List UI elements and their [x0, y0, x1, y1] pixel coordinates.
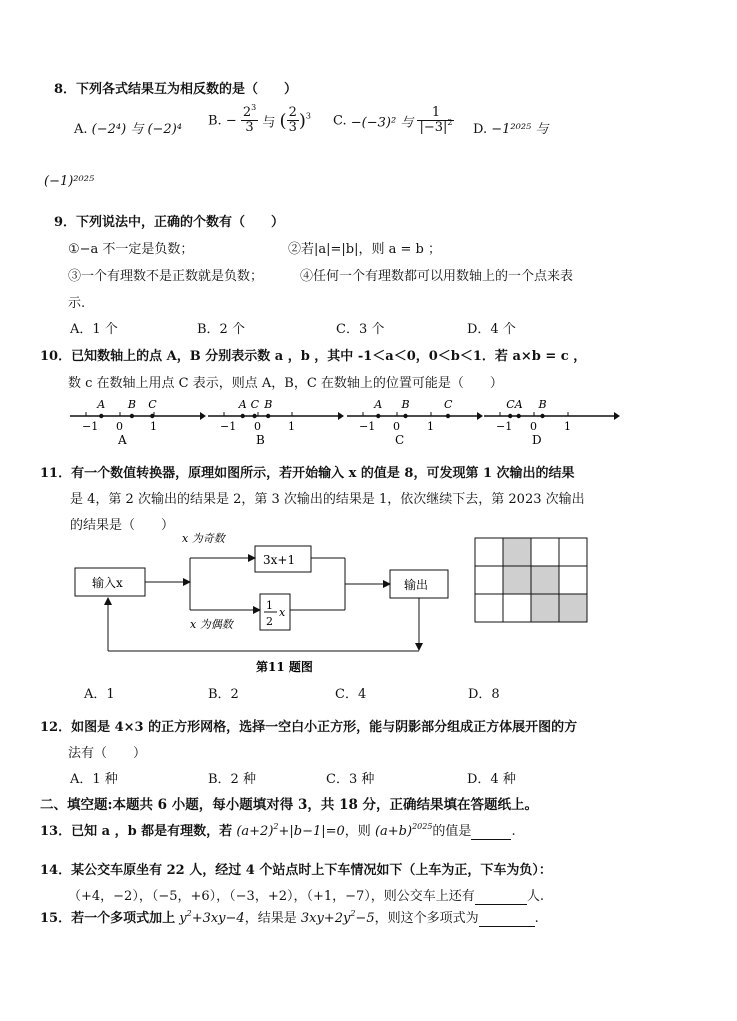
flow-even-den: 2	[266, 615, 273, 628]
q9-statement-3: ③一个有理数不是正数就是负数；	[68, 269, 264, 284]
grid-cell	[531, 538, 559, 566]
q8-c-label: C.	[333, 113, 347, 129]
flow-odd-label: x 为奇数	[182, 532, 225, 545]
q8-stem: 8．下列各式结果互为相反数的是（ ）	[54, 82, 298, 97]
q12-line2: 法有（ ）	[68, 746, 147, 761]
q11-line1: 11．有一个数值转换器，原理如图所示，若开始输入 x 的值是 8，可发现第 1 次输出的结果	[40, 466, 575, 481]
q15-text3: ，则这个多项式为	[374, 911, 479, 926]
q12-grid	[474, 537, 590, 631]
tick-label: −1	[82, 420, 99, 433]
number-line-arrowhead	[338, 412, 344, 420]
point-b	[540, 414, 544, 418]
q12-option-d: D．4 种	[467, 772, 516, 787]
q11-option-b: B．2	[208, 687, 239, 702]
option-label: D	[532, 433, 542, 447]
point-label: C	[250, 398, 260, 411]
number-line-arrowhead	[614, 412, 620, 420]
q8-option-a	[74, 118, 182, 137]
point-b	[403, 414, 407, 418]
q11-option-a: A．1	[84, 687, 115, 702]
q14-line2-wrap	[68, 885, 544, 905]
point-label: B	[127, 398, 136, 411]
q11-line2: 是 4，第 2 次输出的结果是 2，第 3 次输出的结果是 1，依次继续下去，第 2023 次输出	[70, 492, 585, 507]
q8-d-continued: (−1)²⁰²⁵	[44, 174, 95, 189]
flow-caption: 第11 题图	[256, 660, 313, 674]
q8-b-frac1: $\frac{2^3}{3}$	[242, 103, 257, 136]
number-line-arrowhead	[200, 412, 206, 420]
point-b	[266, 414, 270, 418]
q15-answer-blank[interactable]	[479, 911, 535, 927]
q11-option-c: C．4	[335, 687, 367, 702]
point-label: C	[148, 398, 157, 411]
flow-even-num: 1	[266, 599, 273, 612]
q13-line	[40, 820, 516, 840]
section2-title: 二、填空题:本题共 6 小题，每小题填对得 3，共 18 分，正确结果填在答题纸上。	[40, 797, 539, 813]
q8-d-expr: −1²⁰²⁵ 与	[491, 122, 549, 137]
point-label: A	[514, 398, 523, 411]
point-c	[252, 414, 256, 418]
option-label: B	[256, 433, 265, 447]
grid-cell-shaded	[503, 538, 531, 566]
q13-end: .	[511, 824, 516, 839]
tick-label: 1	[288, 420, 295, 433]
grid-cell	[475, 538, 503, 566]
flow-odd-expr: 3x+1	[263, 553, 296, 567]
q9-statement-1: ①−a 不一定是负数；	[68, 242, 194, 257]
grid-cell	[475, 594, 503, 622]
q13-answer-blank[interactable]	[471, 824, 511, 840]
tick-label: 1	[564, 420, 571, 433]
q8-option-b: B. − $\frac{2^3}{3}$ 与 ( $\frac{2}{3}$ )$^3$	[208, 103, 311, 136]
point-label: B	[401, 398, 410, 411]
point-a	[376, 414, 380, 418]
q12-option-c: C．3 种	[326, 772, 375, 787]
point-label: C	[444, 398, 453, 411]
q8-c-frac: $\frac{1}{|-3|^2}$	[419, 105, 453, 136]
q15-text1: 15．若一个多项式加上	[40, 911, 176, 926]
grid-cell-shaded	[531, 566, 559, 594]
grid-cell-shaded	[559, 594, 587, 622]
point-c	[508, 414, 512, 418]
tick-label: 0	[116, 420, 123, 433]
q12-option-a: A．1 种	[70, 772, 118, 787]
point-label: A	[238, 398, 247, 411]
q9-option-d: D．4 个	[467, 322, 516, 337]
q8-d-label: D.	[473, 122, 488, 137]
tick-label: −1	[496, 420, 513, 433]
q12-option-b: B．2 种	[208, 772, 256, 787]
q10-line2: 数 c 在数轴上用点 C 表示，则点 A，B，C 在数轴上的位置可能是（ ）	[68, 376, 503, 391]
point-label: B	[264, 398, 273, 411]
point-label: B	[538, 398, 547, 411]
q8-c-expr: −(−3)² 与	[350, 115, 414, 131]
q8-b-mid: 与	[262, 115, 276, 131]
flow-input-label: 输入x	[92, 576, 123, 590]
q14-answer-blank[interactable]	[475, 889, 527, 905]
grid-cell-shaded	[531, 594, 559, 622]
point-label: A	[374, 398, 383, 411]
q10-number-lines	[60, 396, 620, 448]
q11-flowchart	[70, 528, 450, 678]
grid-cell-shaded	[503, 566, 531, 594]
q8-a-expr: (−2⁴) 与 (−2)⁴	[91, 122, 182, 137]
q11-line3: 的结果是（ ）	[70, 518, 175, 533]
q9-statement-2: ②若|a|=|b|，则 a = b ；	[288, 242, 441, 257]
flow-even-label: x 为偶数	[190, 618, 233, 631]
q8-option-d	[473, 118, 548, 137]
point-a	[99, 414, 103, 418]
point-c	[150, 414, 154, 418]
grid-cell	[503, 594, 531, 622]
q9-stem: 9．下列说法中，正确的个数有（ ）	[54, 215, 285, 230]
point-b	[130, 414, 134, 418]
q8-option-c	[333, 106, 454, 136]
tick-label: 0	[393, 420, 400, 433]
point-label: A	[97, 398, 106, 411]
q13-condition: $(a+2)^2+|b-1|=0$	[236, 822, 345, 839]
flow-even-var: x	[279, 606, 286, 619]
q14-end: 人.	[526, 889, 544, 904]
q10-line1: 10．已知数轴上的点 A，B 分别表示数 a ，b ，其中 -1＜a＜0，0＜b＜1．若 a×b = c ，	[40, 349, 587, 364]
point-a	[241, 414, 245, 418]
grid-cell	[475, 566, 503, 594]
tick-label: −1	[359, 420, 376, 433]
q9-statement-4-cont: 示.	[68, 296, 86, 311]
q14-line2: （+4，−2），（−5，+6），（−3，+2），（+1，−7），则公交车上还有	[68, 889, 475, 904]
q13-text3: 的值是	[432, 824, 472, 839]
tick-label: −1	[220, 420, 237, 433]
q9-option-b: B．2 个	[197, 322, 245, 337]
tick-label: 0	[254, 420, 261, 433]
point-a	[517, 414, 521, 418]
q15-addend: $y^2+3xy-4$	[179, 909, 245, 926]
point-c	[446, 414, 450, 418]
grid-cell	[559, 538, 587, 566]
point-label: C	[506, 398, 515, 411]
q15-end: .	[534, 911, 539, 926]
q15-line	[40, 907, 539, 927]
q9-option-c: C．3 个	[336, 322, 385, 337]
option-label: A	[118, 433, 127, 447]
q9-option-a: A．1 个	[70, 322, 118, 337]
tick-label: 1	[427, 420, 434, 433]
grid-cell	[559, 566, 587, 594]
flow-output-label: 输出	[404, 578, 429, 592]
q8-b-label: B.	[208, 113, 222, 129]
q11-option-d: D．8	[468, 687, 500, 702]
q15-result: $3xy+2y^2-5$	[300, 909, 375, 926]
q14-line1: 14．某公交车原坐有 22 人，经过 4 个站点时上下车情况如下（上车为正，下车为负）：	[40, 863, 552, 878]
q8-b-frac2: $\frac{2}{3}$	[288, 105, 297, 136]
q9-statement-4: ④任何一个有理数都可以用数轴上的一个点来表	[300, 269, 574, 284]
number-line-arrowhead	[477, 412, 483, 420]
tick-label: 0	[530, 420, 537, 433]
q13-expression: $(a+b)^{2025}$	[374, 822, 433, 839]
option-label: C	[395, 433, 405, 447]
q15-text2: ，结果是	[244, 911, 297, 926]
q13-text2: ，则	[344, 824, 371, 839]
tick-label: 1	[150, 420, 157, 433]
q8-a-label: A.	[74, 122, 88, 137]
q13-text1: 13．已知 a ，b 都是有理数，若	[40, 824, 233, 839]
q12-line1: 12．如图是 4×3 的正方形网格，选择一空白小正方形，能与阴影部分组成正方体展开图的方	[40, 720, 578, 735]
